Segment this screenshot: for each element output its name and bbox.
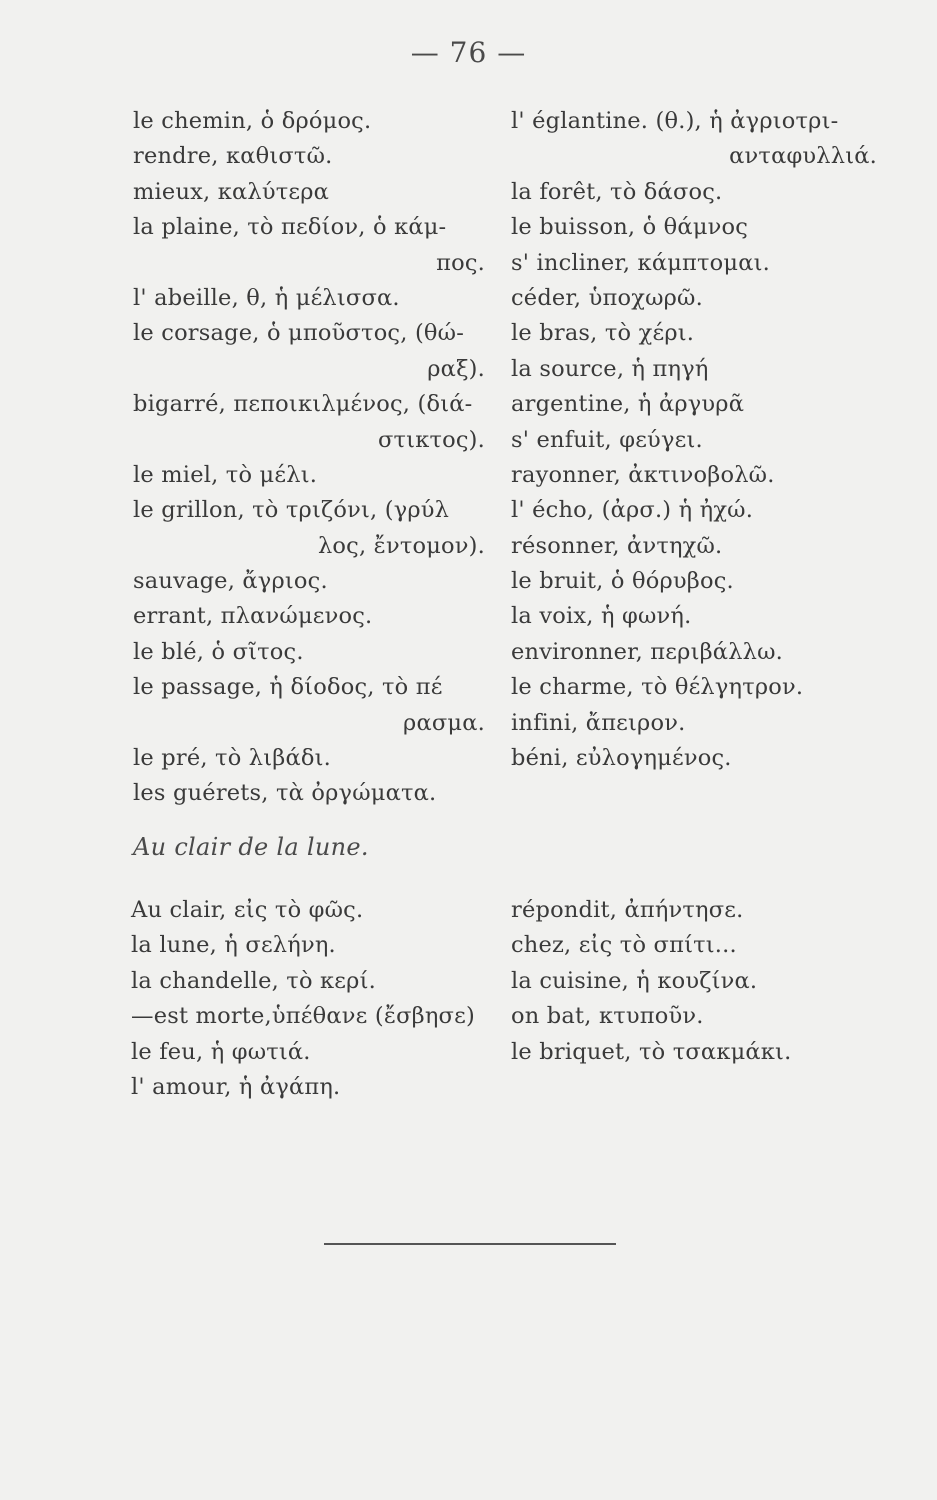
- vocab-entry: sauvage, ἄγριος.: [133, 568, 328, 595]
- vocab-entry: le grillon, τὸ τριζόνι, (γρύλ: [133, 497, 450, 524]
- song-vocabulary-left-column: [131, 893, 501, 1105]
- vocab-entry: la forêt, τὸ δάσος.: [511, 178, 723, 205]
- vocab-entry-continuation: ρασμα.: [403, 709, 485, 736]
- vocab-entry: s' incliner, κάμπτομαι.: [511, 249, 771, 276]
- section-divider-rule: [324, 1243, 616, 1245]
- song-vocab-entry: Au clair, εἰς τὸ φῶς.: [131, 897, 364, 923]
- vocab-entry: résonner, ἀντηχῶ.: [511, 532, 723, 559]
- vocab-entry-continuation: λος, ἔντομον).: [317, 532, 485, 559]
- vocab-entry: le miel, τὸ μέλι.: [133, 461, 318, 488]
- vocab-entry: le bras, τὸ χέρι.: [511, 320, 695, 347]
- vocab-entry: le corsage, ὁ μποῦστος, (θώ-: [133, 320, 465, 347]
- vocab-entry: environner, περιβάλλω.: [511, 638, 784, 665]
- vocab-entry: la source, ἡ πηγή: [511, 355, 709, 382]
- vocab-entry: la plaine, τὸ πεδίον, ὁ κάμ-: [133, 214, 447, 241]
- song-vocab-entry: la cuisine, ἡ κουζίνα.: [511, 967, 758, 994]
- vocab-entry: argentine, ἡ ἀργυρᾶ: [511, 391, 745, 418]
- vocab-entry: le buisson, ὁ θάμνος: [511, 214, 749, 241]
- vocab-entry: infini, ἄπειρον.: [511, 709, 686, 736]
- vocab-entry: le bruit, ὁ θόρυβος.: [511, 568, 734, 595]
- vocab-entry: bigarré, πεποικιλμένος, (διά-: [133, 391, 473, 418]
- song-vocab-entry: —est morte,ὑπέθανε (ἔσβησε): [131, 1003, 475, 1030]
- vocab-entry-continuation: πος.: [436, 249, 485, 276]
- vocab-entry-continuation: στικτος).: [377, 426, 485, 453]
- vocab-entry: les guérets, τὰ ὀργώματα.: [133, 780, 437, 807]
- vocab-entry: le passage, ἡ δίοδος, τὸ πέ: [133, 674, 443, 701]
- song-section-title: Au clair de la lune.: [133, 833, 369, 861]
- song-vocab-entry: on bat, κτυποῦν.: [511, 1003, 704, 1030]
- vocab-entry: l' abeille, θ, ἡ μέλισσα.: [133, 284, 400, 311]
- song-vocabulary-right-column: [511, 893, 877, 1070]
- song-vocab-entry: chez, εἰς τὸ σπίτι...: [511, 932, 737, 959]
- vocab-entry: béni, εὐλογημένος.: [511, 745, 732, 772]
- song-vocab-entry: répondit, ἀπήντησε.: [511, 897, 744, 923]
- page-number: — 76 —: [410, 36, 527, 69]
- vocab-entry: le pré, τὸ λιβάδι.: [133, 745, 331, 772]
- vocab-entry: rayonner, ἀκτινοβολῶ.: [511, 461, 775, 488]
- vocab-entry: céder, ὑποχωρῶ.: [511, 284, 703, 311]
- vocab-entry: errant, πλανώμενος.: [133, 603, 373, 630]
- vocab-entry: le chemin, ὁ δρόμος.: [133, 108, 372, 134]
- song-vocab-entry: le briquet, τὸ τσακμάκι.: [511, 1038, 792, 1065]
- vocab-entry: rendre, καθιστῶ.: [133, 143, 333, 170]
- vocab-entry: l' écho, (ἀρσ.) ἡ ἠχώ.: [511, 497, 754, 524]
- vocab-entry: mieux, καλύτερα: [133, 178, 330, 205]
- song-vocab-entry: la lune, ἡ σελήνη.: [131, 932, 336, 959]
- vocabulary-left-column: [133, 104, 485, 812]
- vocab-entry: s' enfuit, φεύγει.: [511, 426, 703, 453]
- vocab-entry: la voix, ἡ φωνή.: [511, 603, 692, 630]
- vocab-entry: le blé, ὁ σῖτος.: [133, 638, 304, 665]
- vocab-entry: le charme, τὸ θέλγητρον.: [511, 674, 804, 701]
- vocab-entry-continuation: ραξ).: [427, 355, 485, 382]
- vocabulary-right-column: [511, 104, 877, 776]
- song-vocab-entry: l' amour, ἡ ἀγάπη.: [131, 1073, 341, 1100]
- song-vocab-entry: la chandelle, τὸ κερί.: [131, 967, 376, 994]
- vocab-entry-continuation: ανταφυλλιά.: [729, 143, 877, 170]
- song-vocab-entry: le feu, ἡ φωτιά.: [131, 1038, 311, 1065]
- vocab-entry: l' églantine. (θ.), ἡ ἀγριοτρι-: [511, 108, 839, 134]
